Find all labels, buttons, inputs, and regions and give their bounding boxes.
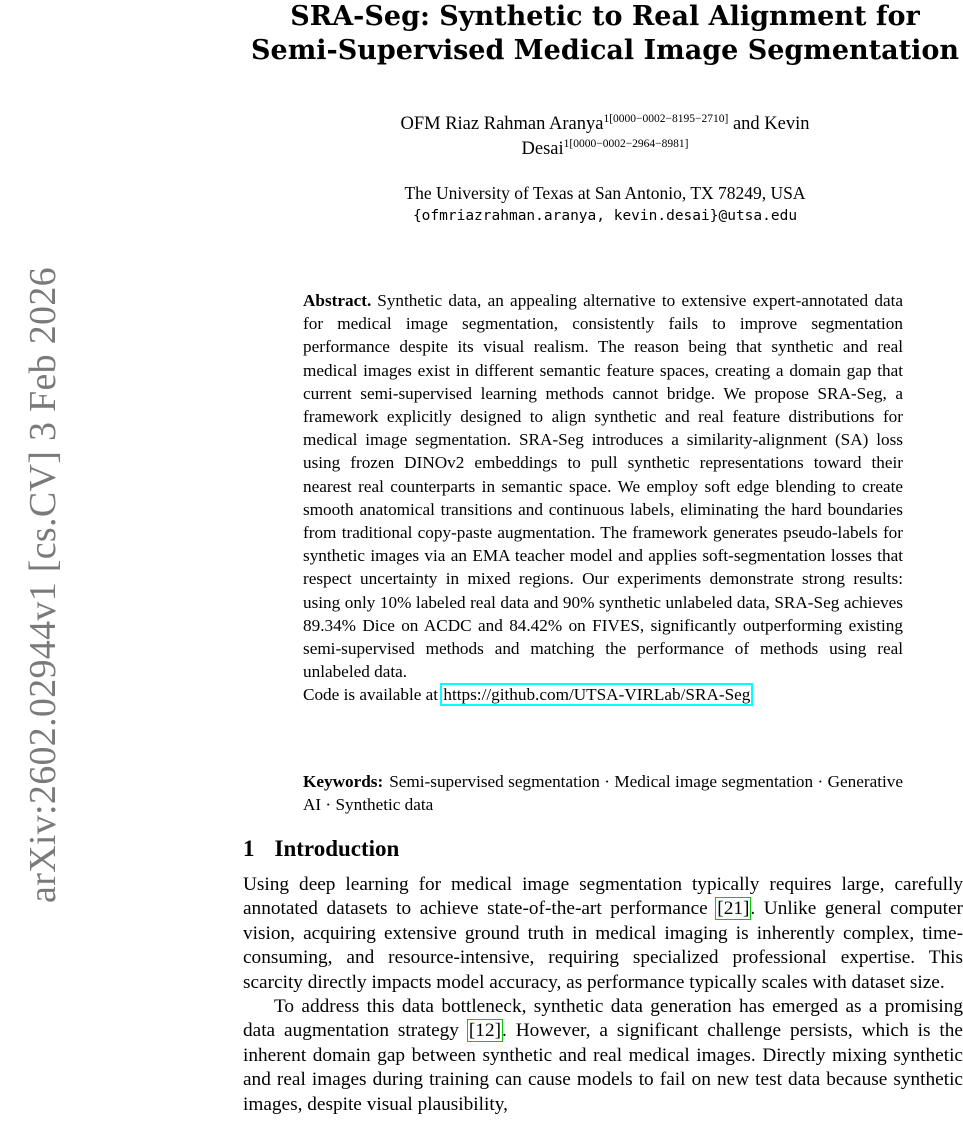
author-1-name: OFM Riaz Rahman Aranya [400,114,604,134]
arxiv-identifier: arXiv:2602.02944v1 [cs.CV] 3 Feb 2026 [22,267,64,903]
citation-21[interactable]: [21] [717,898,750,920]
paragraph-1-text-a: Using deep learning for medical image segmentation typically requires large, carefully annotated datasets to achieve state-of-the-art performance [243,874,963,920]
code-link[interactable]: https://github.com/UTSA-VIRLab/SRA-Seg [443,685,751,705]
author-2-orcid: 1[0000−0002−2964−8981] [563,138,689,150]
section-title: Introduction [274,836,400,861]
title-line-1: SRA-Seg: Synthetic to Real Alignment for [290,1,920,32]
keywords [303,770,903,816]
paragraph-2 [243,995,963,1117]
paragraph-1-text-b: . Unlike general computer vision, acquiring extensive ground truth in medical imaging is inherently complex, time-consuming, and resource-intensive, requiring specialized professional expertise. This scarcity directly impacts model accuracy, as performance typically scales with dataset size. [243,898,963,993]
paragraph-2-text-b: . However, a significant challenge persists, which is the inherent domain gap between synthetic and real medical images. Directly mixing synthetic and real images during training can cause models to fail on new test data because synthetic images, despite visual plausibility, [243,1020,963,1115]
affiliation-block [240,182,963,228]
paper-title [240,0,963,68]
author-list [240,112,963,162]
author-1-orcid: 1[0000−0002−8195−2710] [603,113,729,125]
abstract-label: Abstract. [303,291,372,310]
author-2-name: Desai [521,139,564,159]
section-heading [243,836,399,862]
citation-12[interactable]: [12] [468,1020,502,1042]
section-number: 1 [243,836,255,861]
paragraph-2-text-a: To address this data bottleneck, synthetic data generation has emerged as a promising data augmentation strategy [243,996,963,1042]
introduction-body [243,873,963,1117]
author-conjunction: and Kevin [732,114,810,134]
code-prefix: Code is available at [303,685,439,705]
paragraph-1 [243,873,963,995]
abstract-text: Synthetic data, an appealing alternative to extensive expert-annotated data for medical image segmentation, consistently fails to improve segmentation performance despite its visual realism. The reason being that synthetic and real medical images exist in different semantic feature spaces, creating a domain gap that current semi-supervised learning methods cannot bridge. We propose SRA-Seg, a framework explicitly designed to align synthetic and real feature distributions for medical image segmentation. SRA-Seg introduces a similarity-alignment (SA) loss using frozen DINOv2 embeddings to pull synthetic representations toward their nearest real counterparts in semantic space. We employ soft edge blending to create smooth anatomical transitions and continuous labels, eliminating the hard boundaries from traditional copy-paste augmentation. The framework generates pseudo-labels for synthetic images via an EMA teacher model and applies soft-segmentation losses that respect uncertainty in mixed regions. Our experiments demonstrate strong results: using only 10% labeled real data and 90% synthetic unlabeled data, SRA-Seg achieves 89.34% Dice on ACDC and 84.42% on FIVES, significantly outperforming existing semi-supervised methods and matching the performance of methods using real unlabeled data. [303,291,903,682]
author-emails: {ofmriazrahman.aranya, kevin.desai}@utsa.edu [412,208,798,224]
abstract [303,289,903,707]
affiliation: The University of Texas at San Antonio, TX 78249, USA [404,183,806,203]
keywords-text: Semi-supervised segmentation · Medical image segmentation · Generative AI · Synthetic data [303,772,903,815]
keywords-label: Keywords: [303,772,384,791]
title-line-2: Semi-Supervised Medical Image Segmentation [251,35,959,66]
